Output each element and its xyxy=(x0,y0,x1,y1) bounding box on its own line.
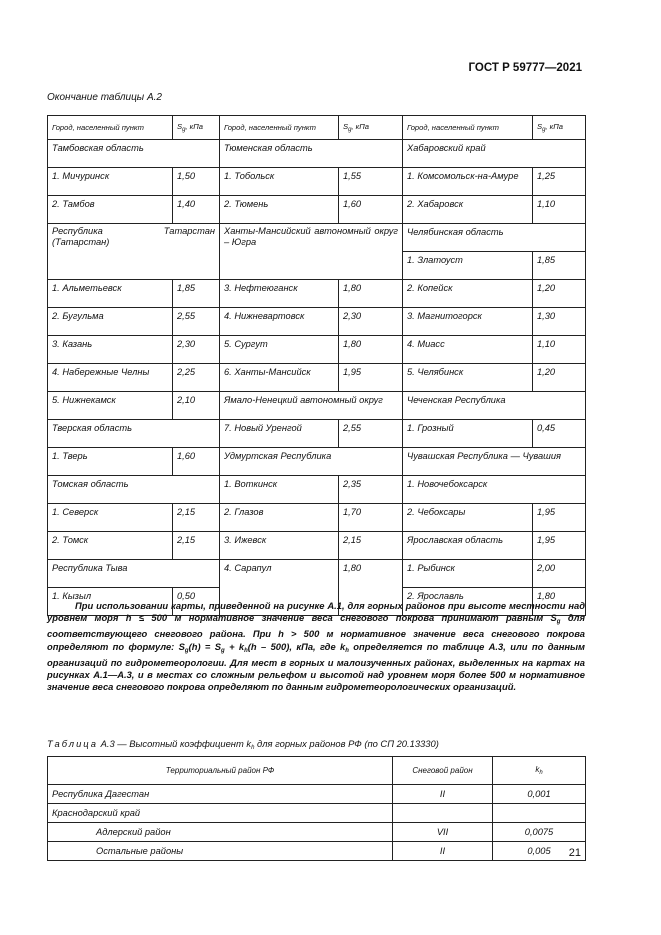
table-row xyxy=(48,224,586,252)
value-cell: 2,00 xyxy=(533,560,586,588)
value-cell: 1,80 xyxy=(533,588,586,616)
kh-cell: 0,0075 xyxy=(493,823,586,842)
value-cell: 1,80 xyxy=(339,280,403,308)
kh-cell xyxy=(493,804,586,823)
region-cell: Республика Тыва xyxy=(48,560,220,588)
city-cell: 2. Ярославль xyxy=(403,588,533,616)
city-cell: 4. Сарапул xyxy=(220,560,339,616)
table-row xyxy=(48,392,586,420)
city-cell: 2. Хабаровск xyxy=(403,196,533,224)
table-row xyxy=(48,448,586,476)
value-cell: 1,95 xyxy=(339,364,403,392)
value-cell: 1,20 xyxy=(533,364,586,392)
value-cell: 1,60 xyxy=(173,448,220,476)
mountain-areas-paragraph: При использовании карты, приведенной на рисунке А.1, для горных районов при высоте местности над уровнем моря h ≤ 500 м нормативное значение веса снегового покрова принимают равным $S_g$ для соответствующего снегового района. При h > 500 м нормативное значение веса снегового покрова определяют по формуле: $S_g(h) = S_g + k_h(h - 500)$, кПа, где $k_h$ определяется по таблице А.3, или по данным организаций по гидрометеорологии. Для мест в горных и малоизученных районах, выделенных на картах на рисунках А.1—А.3, и в местах со сложным рельефом и высотой над уровнем моря более 500 м нормативное значение веса снегового покрова определяют по данным гидрометеорологических организаций. xyxy=(47,600,585,693)
column-header-city: Город, населенный пункт xyxy=(403,116,533,140)
city-cell: 2. Бугульма xyxy=(48,308,173,336)
value-cell: 1,85 xyxy=(173,280,220,308)
snow-district-cell: II xyxy=(393,785,493,804)
value-cell: 1,60 xyxy=(339,196,403,224)
city-cell: 1. Кызыл xyxy=(48,588,173,616)
region-cell: Тверская область xyxy=(48,420,220,448)
snow-district-cell: II xyxy=(393,842,493,861)
district-cell: Остальные районы xyxy=(48,842,393,861)
city-cell: 1. Рыбинск xyxy=(403,560,533,588)
city-cell: 1. Новочебоксарск xyxy=(403,476,586,504)
city-cell: 1. Тверь xyxy=(48,448,173,476)
city-cell: 1. Златоуст xyxy=(403,252,533,280)
snow-district-cell xyxy=(393,804,493,823)
region-cell: Томская область xyxy=(48,476,220,504)
table-row xyxy=(48,280,586,308)
column-header-city: Город, населенный пункт xyxy=(48,116,173,140)
value-cell: 1,50 xyxy=(173,168,220,196)
table-row xyxy=(48,785,586,804)
city-cell: 1. Мичуринск xyxy=(48,168,173,196)
table-row xyxy=(48,842,586,861)
value-cell: 1,55 xyxy=(339,168,403,196)
value-cell: 1,95 xyxy=(533,504,586,532)
table-header-row xyxy=(48,757,586,785)
district-cell: Краснодарский край xyxy=(48,804,393,823)
kh-cell: 0,001 xyxy=(493,785,586,804)
region-cell: Ямало-Ненецкий автономный округ xyxy=(220,392,403,420)
city-cell: 1. Комсомольск-на-Амуре xyxy=(403,168,533,196)
city-cell: 2. Тюмень xyxy=(220,196,339,224)
column-header-snow-district: Снеговой район xyxy=(393,757,493,785)
table-row xyxy=(48,420,586,448)
value-cell: 1,40 xyxy=(173,196,220,224)
city-cell: 2. Тамбов xyxy=(48,196,173,224)
snow-district-cell: VII xyxy=(393,823,493,842)
value-cell: 1,10 xyxy=(533,196,586,224)
value-cell: 1,95 xyxy=(533,532,586,560)
city-cell: 3. Казань xyxy=(48,336,173,364)
city-cell: 2. Глазов xyxy=(220,504,339,532)
city-cell: 6. Ханты-Мансийск xyxy=(220,364,339,392)
city-cell: 2. Томск xyxy=(48,532,173,560)
district-cell: Адлерский район xyxy=(48,823,393,842)
city-cell: 5. Челябинск xyxy=(403,364,533,392)
table-row xyxy=(48,196,586,224)
city-cell: 4. Набережные Челны xyxy=(48,364,173,392)
region-cell: Ханты-Мансийский автономный округ – Югра xyxy=(220,224,403,280)
city-cell: 5. Нижнекамск xyxy=(48,392,173,420)
city-cell: 1. Воткинск xyxy=(220,476,339,504)
value-cell: 1,80 xyxy=(339,336,403,364)
region-cell: Челябинская область xyxy=(403,224,586,252)
column-header-sg: $S_g$, кПа xyxy=(173,116,220,140)
value-cell: 2,25 xyxy=(173,364,220,392)
city-cell: 1. Северск xyxy=(48,504,173,532)
table-caption: Окончание таблицы А.2 xyxy=(47,92,162,103)
value-cell: 2,15 xyxy=(339,532,403,560)
value-cell: 1,30 xyxy=(533,308,586,336)
value-cell: 2,15 xyxy=(173,532,220,560)
city-cell: 1. Тобольск xyxy=(220,168,339,196)
table-row xyxy=(48,504,586,532)
column-header-district: Территориальный район РФ xyxy=(48,757,393,785)
table-row xyxy=(48,476,586,504)
column-header-sg: $S_g$, кПа xyxy=(533,116,586,140)
district-cell: Республика Дагестан xyxy=(48,785,393,804)
region-cell: Тамбовская область xyxy=(48,140,220,168)
table-row xyxy=(48,140,586,168)
region-cell: Чувашская Республика — Чувашия xyxy=(403,448,586,476)
table-row xyxy=(48,308,586,336)
snow-load-table xyxy=(47,115,586,616)
value-cell: 0,50 xyxy=(173,588,220,616)
city-cell: 3. Магнитогорск xyxy=(403,308,533,336)
city-cell: 7. Новый Уренгой xyxy=(220,420,339,448)
city-cell: 1. Грозный xyxy=(403,420,533,448)
table-a3-caption: Таблица А.3 — Высотный коэффициент $k_h$ для горных районов РФ (по СП 20.13330) xyxy=(47,738,439,751)
column-header-sg: $S_g$, кПа xyxy=(339,116,403,140)
altitude-coefficient-table xyxy=(47,756,586,861)
value-cell: 2,30 xyxy=(173,336,220,364)
table-row xyxy=(48,532,586,560)
city-cell: 2. Копейск xyxy=(403,280,533,308)
table-row xyxy=(48,804,586,823)
page-number: 21 xyxy=(568,847,581,859)
table-row xyxy=(48,336,586,364)
value-cell: 1,25 xyxy=(533,168,586,196)
city-cell: 3. Ижевск xyxy=(220,532,339,560)
region-cell: Республика Татарстан (Татарстан) xyxy=(48,224,220,280)
region-cell: Ярославская область xyxy=(403,532,533,560)
value-cell: 2,15 xyxy=(173,504,220,532)
city-cell: 4. Миасс xyxy=(403,336,533,364)
value-cell: 1,80 xyxy=(339,560,403,616)
table-row xyxy=(48,823,586,842)
table-row xyxy=(48,364,586,392)
value-cell: 1,85 xyxy=(533,252,586,280)
value-cell: 1,70 xyxy=(339,504,403,532)
region-cell: Тюменская область xyxy=(220,140,403,168)
column-header-city: Город, населенный пункт xyxy=(220,116,339,140)
column-header-kh: $k_h$ xyxy=(493,757,586,785)
standard-header: ГОСТ Р 59777—2021 xyxy=(468,62,582,74)
city-cell: 5. Сургут xyxy=(220,336,339,364)
city-cell: 2. Чебоксары xyxy=(403,504,533,532)
kh-cell: 0,005 xyxy=(493,842,586,861)
table-header-row xyxy=(48,116,586,140)
region-cell: Чеченская Республика xyxy=(403,392,586,420)
value-cell: 2,30 xyxy=(339,308,403,336)
value-cell: 1,20 xyxy=(533,280,586,308)
value-cell: 2,35 xyxy=(339,476,403,504)
table-row xyxy=(48,560,586,588)
city-cell: 4. Нижневартовск xyxy=(220,308,339,336)
region-cell: Удмуртская Республика xyxy=(220,448,403,476)
table-row xyxy=(48,168,586,196)
value-cell: 1,10 xyxy=(533,336,586,364)
city-cell: 1. Альметьевск xyxy=(48,280,173,308)
region-cell: Хабаровский край xyxy=(403,140,586,168)
value-cell: 2,55 xyxy=(339,420,403,448)
city-cell: 3. Нефтеюганск xyxy=(220,280,339,308)
value-cell: 2,55 xyxy=(173,308,220,336)
value-cell: 0,45 xyxy=(533,420,586,448)
value-cell: 2,10 xyxy=(173,392,220,420)
